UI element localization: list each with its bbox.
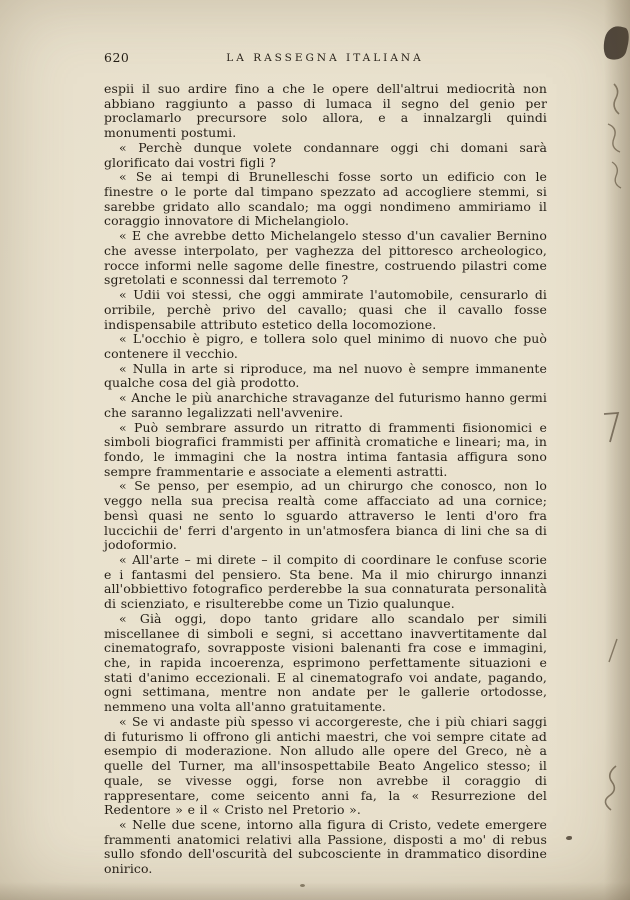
paragraph: « Nulla in arte si riproduce, ma nel nuovo è sempre immanente qualche cosa del già prodotto.	[104, 360, 547, 391]
page-header	[104, 50, 546, 68]
paragraph: « Udii voi stessi, che oggi ammirate l'automobile, censurarlo di orribile, perchè privo del cavallo; quasi che il cavallo fosse indispensabile attributo estetico della locomozione.	[104, 287, 547, 332]
paragraph: « Può sembrare assurdo un ritratto di frammenti fisionomici e simboli biografici frammisti per affinità cromatiche e lineari; ma, in fondo, le immagini che la nostra intima fantasia affigura sono sempre frammentarie e associate a elementi astratti.	[104, 419, 547, 479]
margin-stroke-mark	[604, 636, 622, 666]
paragraph: « All'arte – mi direte – il compito di coordinare le confuse scorie e i fantasmi del pensiero. Sta bene. Ma il mio chirurgo innanzi all'obbiettivo fotografico perderebbe la sua connaturata personalità di scienziato, e risulterebbe come un Tizio qualunque.	[104, 552, 547, 612]
paragraph: « Perchè dunque volete condannare oggi chi domani sarà glorificato dai vostri figli ?	[104, 139, 547, 170]
margin-mark-seven	[600, 408, 624, 448]
page-edge-shadow-right	[604, 0, 630, 900]
margin-pencil-marks	[598, 80, 626, 190]
page-number: 620	[104, 50, 130, 65]
paragraph: « Se penso, per esempio, ad un chirurgo che conosco, non lo veggo nella sua precisa realtà come affacciato ad una cornice; bensì quasi ne sento lo sguardo attraverso le lenti d'oro fra luccichii de' ferri d'argento in un'atmosfera bianca di lini che sa di jodoformio.	[104, 478, 547, 553]
body-text	[104, 82, 547, 877]
page-edge-shadow-bottom	[0, 882, 630, 900]
paragraph: espii il suo ardire fino a che le opere dell'altrui mediocrità non abbiano raggiunto a passo di lumaca il segno del genio per proclamarlo precursore solo allora, e a innalzargli quindi monumenti postumi.	[104, 81, 547, 141]
paragraph: « Già oggi, dopo tanto gridare allo scandalo per simili miscellanee di simboli e segni, si accettano inavvertitamente dal cinematografo, sovrapposte visioni balenanti fra cose e immagini, che, in rapida incoerenza, esprimono perfettamente situazioni e stati d'animo eccezionali. E al cinematografo voi andate, pagando, ogni settimana, mentre non andate per le gallerie ortodosse, nemmeno una volta all'anno gratuitamente.	[104, 610, 547, 715]
margin-squiggle-mark	[596, 762, 626, 814]
paragraph: « E che avrebbe detto Michelangelo stesso d'un cavalier Bernino che avesse interpolato, per vaghezza del pittoresco archeologico, rocce informi nelle sagome delle finestre, costruendo pilastri come sgretolati e sconnessi dal terremoto ?	[104, 228, 547, 288]
ink-speck	[566, 836, 572, 840]
paragraph: « Se ai tempi di Brunelleschi fosse sorto un edificio con le finestre o le porte dal timpano spezzato ad accogliere stemmi, si sarebbe gridato allo scandalo; ma oggi nondimeno ammiriamo il coraggio innovatore di Michelangiolo.	[104, 169, 547, 229]
paragraph: « Se vi andaste più spesso vi accorgereste, che i più chiari saggi di futurismo li offrono gli antichi maestri, che voi sempre citate ad esempio di moderazione. Non alludo alle opere del Greco, nè a quelle del Turner, ma all'insospettabile Beato Angelico stesso; il quale, se vivesse oggi, forse non avrebbe il coraggio di rappresentare, come seicento anni fa, la « Resurrezione del Redentore » e il « Cristo nel Pretorio ».	[104, 713, 547, 818]
scan-artifact-corner-smudge	[600, 24, 630, 63]
ink-speck	[300, 884, 305, 887]
journal-title: LA RASSEGNA ITALIANA	[226, 52, 424, 64]
paragraph: « Anche le più anarchiche stravaganze del futurismo hanno germi che saranno legalizzati nell'avvenire.	[104, 390, 547, 420]
paragraph: « Nelle due scene, intorno alla figura di Cristo, vedete emergere frammenti anatomici relativi alla Passione, disposti a mo' di rebus sullo sfondo dell'oscurità del subcosciente in drammatico disordine onirico.	[104, 816, 547, 877]
paragraph: « L'occhio è pigro, e tollera solo quel minimo di nuovo che può contenere il vecchio.	[104, 331, 547, 361]
